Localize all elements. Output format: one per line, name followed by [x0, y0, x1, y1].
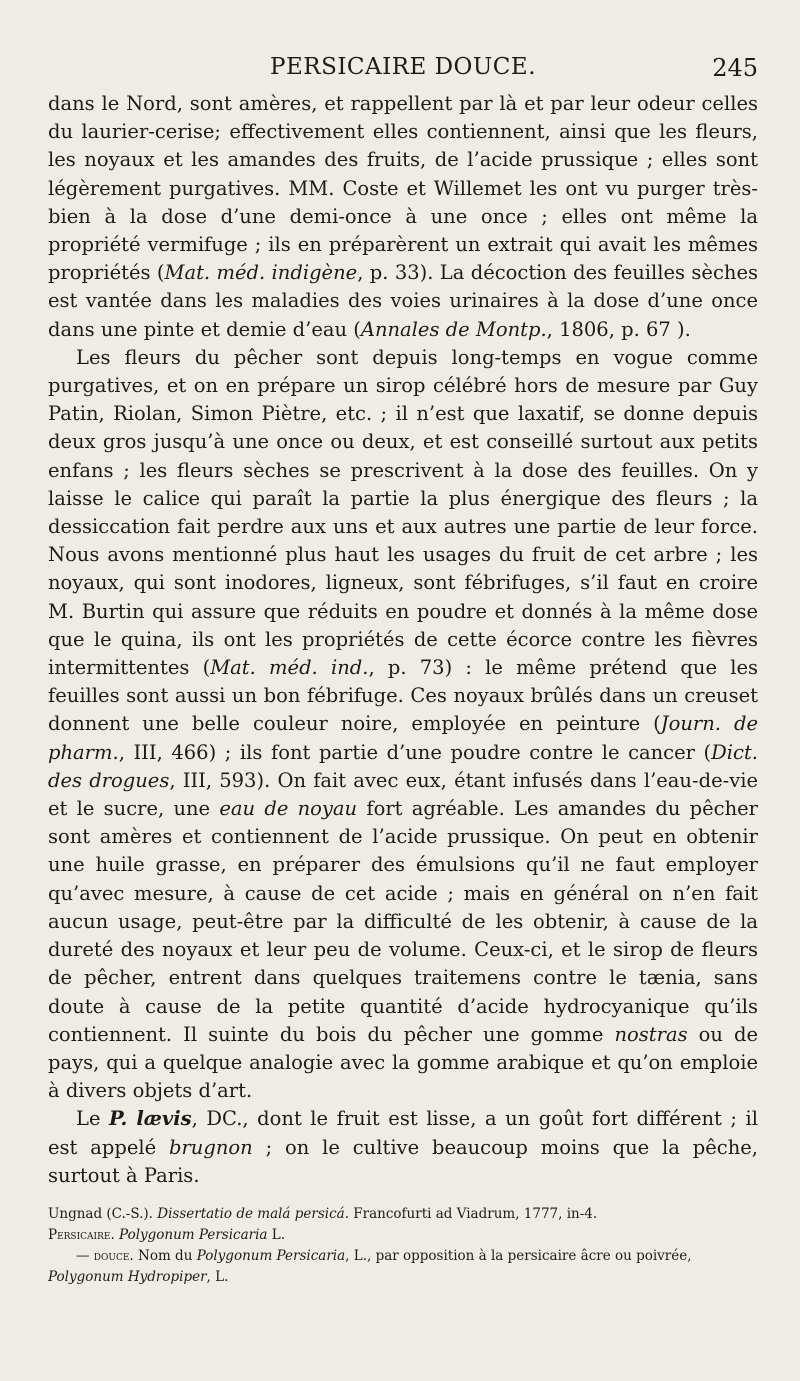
- italic-span: Mat. méd. indigène: [164, 261, 358, 285]
- text-span: Francofurti ad Viadrum, 1777, in-4.: [349, 1205, 598, 1222]
- footnote-douce: [48, 1246, 758, 1288]
- text-span: Ungnad (C.-S.).: [48, 1205, 158, 1222]
- text-span: Les fleurs du pêcher sont depuis long-temps en vogue comme purgatives, et on en prépare un sirop célébré hors de mesure par Guy Patin, Riolan, Simon Piètre, etc. ; il n’est que laxatif, se donne depuis deux gros jusqu’à une once ou deux, et est conseillé surtout aux petits enfans ; les fleurs sèches se prescrivent à la dose des feuilles. On y laisse le calice qui paraît la partie la plus énergique des fleurs ; la dessiccation fait perdre aux uns et aux autres une partie de leur force. Nous avons mentionné plus haut les usages du fruit de cet arbre ; les noyaux, qui sont inodores, ligneux, sont fébrifuges, s’il faut en croire M. Burtin qui assure que réduits en poudre et donnés à la même dose que le quina, ils ont les propriétés de cette écorce contre les fièvres intermittentes (: [48, 345, 758, 680]
- italic-span: nostras: [614, 1022, 688, 1046]
- main-text: [48, 90, 758, 1190]
- paragraph-brugnon: [48, 1105, 758, 1190]
- text-span: , p. 73) : le même prétend que les feuilles sont aussi un bon fébrifuge. Ces noyaux brûlés dans un creuset donnent une belle couleur noire, employée en peinture (: [48, 656, 758, 736]
- paragraph-continuation: [48, 90, 758, 344]
- italic-span: Dissertatio de malá persicá.: [157, 1205, 350, 1222]
- text-span: dans le Nord, sont amères, et rappellent par là et par leur odeur celles du laurier-cerise; effectivement elles contiennent, ainsi que les fleurs, les noyaux et les amandes des fruits, de l’acide prussique ; elles sont légèrement purgatives. MM. Coste et Willemet les ont vu purger très-bien à la dose d’une demi-once à une once ; elles ont même la propriété vermifuge ; ils en préparèrent un extrait qui avait les mêmes propriétés (: [48, 92, 758, 285]
- italic-span: Polygonum Persicaria: [196, 1247, 346, 1264]
- bold-italic-span: P. lævis: [109, 1107, 192, 1131]
- footnote-ungnad: [48, 1204, 758, 1225]
- text-span: —: [76, 1247, 94, 1264]
- text-span: Nom du: [133, 1247, 197, 1264]
- page-number: 245: [712, 54, 758, 82]
- text-span: , L.: [206, 1268, 229, 1285]
- footnotes: [48, 1204, 758, 1288]
- text-span: , DC., dont le fruit est lisse, a un goût fort différent ; il est appelé: [48, 1107, 758, 1159]
- italic-span: Annales de Montp.: [360, 317, 547, 341]
- italic-span: Polygonum Hydropiper: [48, 1268, 207, 1285]
- text-span: , L., par opposition à la persicaire âcre ou poivrée,: [345, 1247, 692, 1264]
- paragraph-peach-flowers: [48, 344, 758, 1105]
- italic-span: Journ. de pharm.: [48, 712, 758, 764]
- italic-span: Mat. méd. ind.: [210, 656, 369, 680]
- footnote-persicaire: [48, 1225, 758, 1246]
- text-span: , III, 593). On fait avec eux, étant infusés dans l’eau-de-vie et le sucre, une: [48, 768, 758, 821]
- italic-span: brugnon: [169, 1135, 253, 1159]
- italic-span: Dict. des drogues: [48, 740, 758, 792]
- running-title: PERSICAIRE DOUCE.: [269, 54, 536, 80]
- italic-span: Polygonum Persicaria: [119, 1226, 268, 1243]
- italic-span: eau de noyau: [219, 797, 358, 821]
- page-header: [48, 0, 758, 90]
- text-span: , p. 33). La décoction des feuilles sèches est vantée dans les maladies des voies urinaires à la dose d’une once dans une pinte et demie d’eau (: [48, 261, 758, 341]
- text-span: ou de pays, qui a quelque analogie avec la gomme arabique et qu’on emploie à divers objets d’art.: [48, 1022, 759, 1103]
- text-span: , 1806, p. 67 ).: [546, 317, 691, 341]
- text-span: , III, 466) ; ils font partie d’une poudre contre le cancer (: [118, 740, 712, 764]
- text-span: fort agréable. Les amandes du pêcher sont amères et contiennent de l’acide prussique. On peut en obtenir une huile grasse, en préparer des émulsions qu’il ne faut employer qu’avec mesure, à cause de cet acide ; mais en général on n’en fait aucun usage, peut-être par la difficulté de les obtenir, à cause de la dureté des noyaux et leur peu de volume. Ceux-ci, et le sirop de fleurs de pêcher, entrent dans quelques traitemens contre le tænia, sans doute à cause de la petite quantité d’acide hydrocyanique qu’ils contiennent. Il suinte du bois du pêcher une gomme: [48, 797, 758, 1046]
- smallcaps-span: Persicaire.: [48, 1226, 115, 1243]
- smallcaps-span: douce.: [93, 1247, 134, 1264]
- text-span: ; on le cultive beaucoup moins que la pêche, surtout à Paris.: [48, 1135, 758, 1187]
- text-span: Le: [76, 1107, 110, 1131]
- text-span: L.: [267, 1226, 286, 1243]
